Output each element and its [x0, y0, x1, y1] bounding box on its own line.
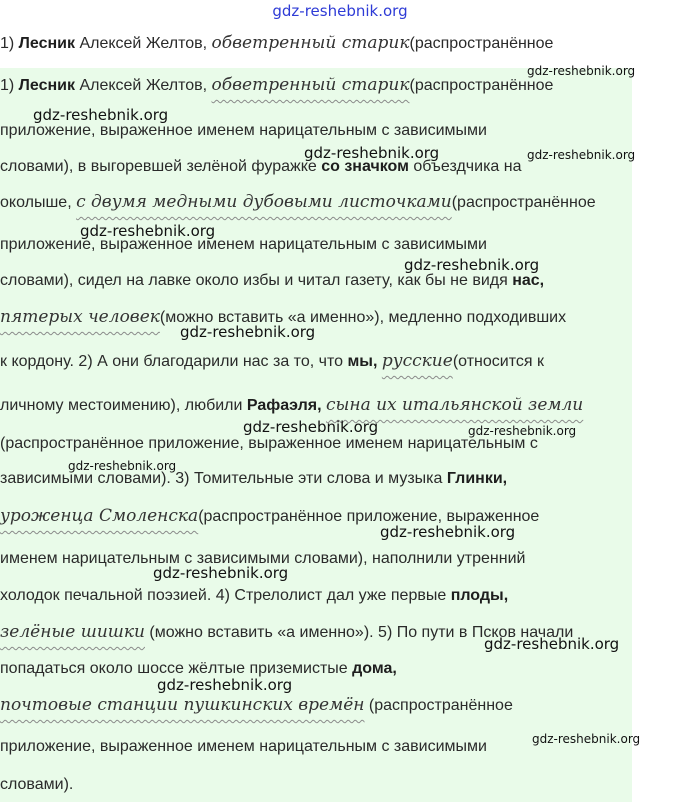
- italic-appositive: обветренный старик: [211, 33, 410, 53]
- bold-word: Лесник: [18, 35, 75, 52]
- text: к кордону. 2) А они благодарили нас за то, что: [0, 353, 348, 370]
- text-line: приложение, выраженное именем нарицательным с зависимыми: [0, 122, 487, 139]
- bold-word: Глинки,: [446, 470, 508, 487]
- watermark: gdz-reshebnik.org: [180, 323, 316, 341]
- text-line: приложение, выраженное именем нарицательным с зависимыми: [0, 738, 487, 755]
- italic-appositive: пятерых человек: [0, 307, 160, 327]
- site-header-link[interactable]: gdz-reshebnik.org: [272, 2, 408, 20]
- preview-line: [0, 32, 680, 55]
- watermark: gdz-reshebnik.org: [484, 635, 620, 653]
- watermark: gdz-reshebnik.org: [527, 64, 636, 78]
- text-line: [0, 156, 522, 178]
- item-number: 1): [0, 77, 19, 94]
- text-line: [0, 191, 596, 214]
- italic-appositive: зелёные шишки: [0, 622, 145, 642]
- text: объездчика на: [408, 158, 522, 175]
- text: словами), в выгоревшей зелёной фуражке: [0, 158, 322, 175]
- text: (распространённое приложение, выраженное: [198, 508, 540, 525]
- text: околыше,: [0, 194, 77, 211]
- watermark: gdz-reshebnik.org: [532, 732, 641, 746]
- italic-appositive: уроженца Смоленска: [0, 506, 199, 526]
- text-line: [0, 74, 553, 97]
- watermark: gdz-reshebnik.org: [243, 418, 379, 436]
- italic-appositive: почтовые станции пушкинских времён: [0, 695, 365, 715]
- text: (можно вставить «а именно»). 5) По пути в Псков начали: [144, 624, 574, 641]
- bold-word: нас,: [512, 272, 545, 289]
- bold-word: плоды,: [450, 587, 509, 604]
- watermark: gdz-reshebnik.org: [153, 564, 289, 582]
- bold-word: Рафаэля,: [246, 397, 322, 414]
- watermark: gdz-reshebnik.org: [304, 144, 440, 162]
- text: (можно вставить «а именно»), медленно подходивших: [159, 309, 567, 326]
- text-line: именем нарицательным с зависимыми словами), наполнили утренний: [0, 550, 526, 567]
- text: (относится к: [452, 353, 544, 370]
- bold-word: со значком: [321, 158, 409, 175]
- text: личному местоимению), любили: [0, 397, 247, 414]
- text-line: [0, 394, 583, 417]
- italic-appositive: с двумя медными дубовыми листочками: [76, 192, 452, 212]
- italic-appositive: русские: [381, 351, 453, 371]
- bold-word: мы,: [347, 353, 378, 370]
- bold-word: Лесник: [18, 77, 75, 94]
- bold-word: дома,: [352, 660, 397, 677]
- text: зависимыми словами). 3) Томительные эти слова и музыка: [0, 470, 447, 487]
- text-line: словами).: [0, 776, 74, 793]
- watermark: gdz-reshebnik.org: [527, 148, 636, 162]
- watermark: gdz-reshebnik.org: [157, 676, 293, 694]
- watermark: gdz-reshebnik.org: [80, 222, 216, 240]
- text-line: [0, 350, 544, 373]
- watermark: gdz-reshebnik.org: [33, 106, 169, 124]
- text-line: приложение, выраженное именем нарицательным с зависимыми: [0, 236, 487, 253]
- italic-appositive: обветренный старик: [211, 75, 410, 95]
- text-line: [0, 694, 513, 717]
- italic-appositive: сына их итальянской земли: [326, 395, 584, 415]
- watermark: gdz-reshebnik.org: [380, 523, 516, 541]
- watermark: gdz-reshebnik.org: [404, 256, 540, 274]
- watermark: gdz-reshebnik.org: [468, 424, 577, 438]
- text: (распространённое: [409, 77, 554, 94]
- text: Алексей Желтов,: [75, 77, 212, 94]
- text-line: (распространённое приложение, выраженное именем нарицательным с: [0, 435, 538, 452]
- watermark: gdz-reshebnik.org: [68, 459, 177, 473]
- text: холодок печальной поэзией. 4) Стрелолист дал уже первые: [0, 587, 451, 604]
- text: Алексей Желтов,: [75, 35, 212, 52]
- text: (распространённое: [409, 35, 554, 52]
- text: словами), сидел на лавке около избы и читал газету, как бы не видя: [0, 272, 513, 289]
- item-number: 1): [0, 35, 19, 52]
- text-line: [0, 585, 508, 607]
- text: (распространённое: [451, 194, 596, 211]
- text: попадаться около шоссе жёлтые приземистые: [0, 660, 353, 677]
- text: (распространённое: [364, 697, 513, 714]
